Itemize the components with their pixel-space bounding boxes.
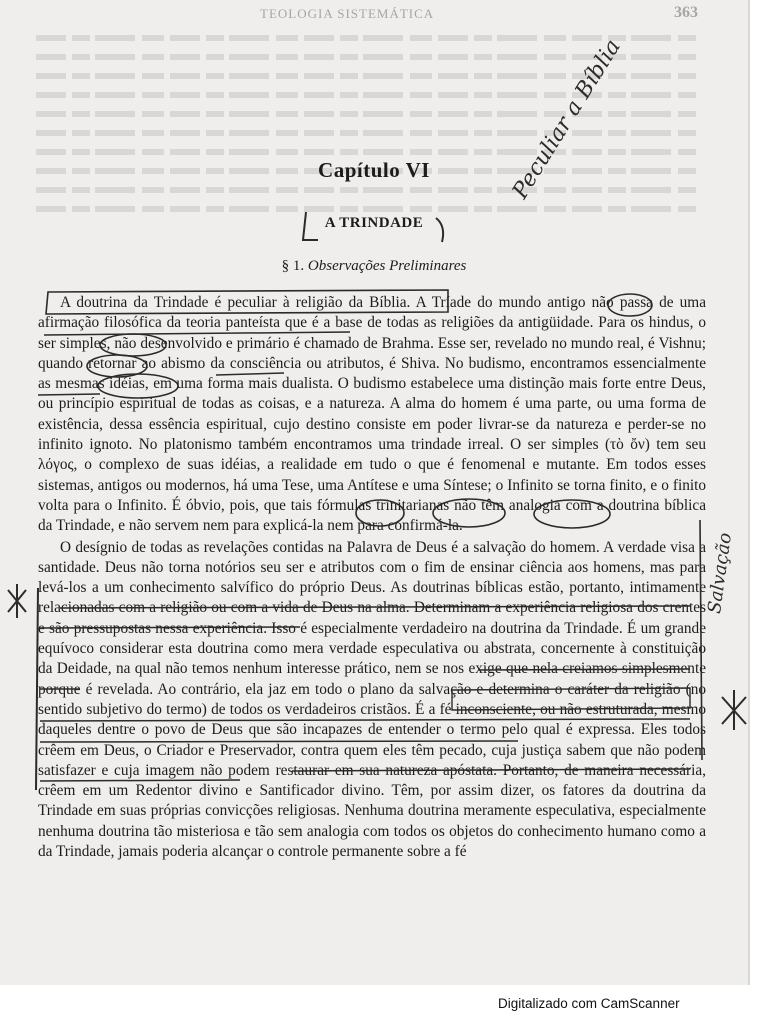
circle-antitese [433, 499, 505, 527]
paragraph-2: O desígnio de todas as revelações contidas na Palavra de Deus é a salvação do homem. A verdade visa a santidade. Deus não torna notórios seu ser e atributos com o fim de ensinar ciência aos homens, mas para levá-los a um conhecimento salvífico do próprio Deus. As doutrinas bíblicas estão, portanto, intimamente relacionadas com a religião ou com a vida de Deus na alma. Determinam a experiência religiosa dos crentes e são pressupostas nessa experiência. Isso é especialmente verdadeiro na doutrina da Trindade. É um grande equívoco considerar esta doutrina como mera verdade especulativa ou abstrata, concernente à constituição da Deidade, na qual não temos nenhum interesse prático, nem se nos exige que nela creiamos simplesmente porque é revelada. Ao contrário, ela jaz em todo o plano da salvação e determina o caráter da religião (no sentido subjetivo do termo) de todos os verdadeiros cristãos. É a fé inconsciente, ou não estruturada, mesmo daqueles dentre o povo de Deus que são incapazes de entender o termo pelo qual é expressa. Eles todos crêem em Deus, o Criador e Preservador, contra quem eles têm pecado, cuja justiça sabem que não podem satisfazer e cuja imagem não podem restaurar em sua natureza apóstata. Portanto, de maneira necessária, crêem em um Redentor divino e Santificador divino. Têm, por assim dizer, os fatores da doutrina da Trindade em suas próprias convicções religiosas. Nenhuma doutrina meramente especulativa, especialmente nenhuma doutrina tão misteriosa e tão sem analogia com todos os objetos do conhecimento humano como a da Trindade, jamais poderia alcançar o controle permanente sobre a fé [38, 538, 706, 861]
circle-tese [356, 500, 404, 526]
title-bracket-left [303, 212, 318, 240]
running-head-title: TEOLOGIA SISTEMÁTICA [260, 6, 435, 21]
equivoco-box [452, 688, 690, 710]
first-sentence-box [46, 290, 448, 314]
underlines [38, 332, 690, 781]
handwritten-note-top: Peculiar a Bíblia [508, 35, 626, 204]
scanner-watermark: Digitalizado com CamScanner [498, 996, 680, 1011]
title-bracket-right [436, 218, 443, 242]
handwritten-note-right: Salvação [704, 531, 737, 615]
circle-sintese [534, 500, 610, 528]
circle-hindus [100, 334, 166, 356]
chapter-title: A TRINDADE [324, 215, 424, 231]
margin-bracket-right [700, 520, 702, 760]
asterisk-right-icon [722, 690, 746, 730]
section-number: § 1. [281, 258, 305, 274]
paragraph-1: A doutrina da Trindade é peculiar à religião da Bíblia. A Tríade do mundo antigo não passa de uma afirmação filosófica da teoria panteísta que é a base de todas as religiões da antigüidade. Para os hindus, o ser simples, não desenvolvido e primário é chamado de Brahma. Esse ser, revelado no mundo real, é Vishnu; quando retornar ao abismo da consciência ou atributos, é Shiva. No budismo, encontramos essencialmente as mesmas idéias, em uma forma mais dualista. O budismo estabelece uma distinção mais forte entre Deus, ou princípio espiritual de todas as coisas, e a natureza. A alma do homem é uma parte, ou uma forma de existência, dessa essência espiritual, cujo destino consiste em poder livrar-se da natureza e perder-se no infinito ignoto. No platonismo também encontramos uma trindade irreal. O ser simples (τὸ ὄν) tem seu λόγος, o complexo de suas idéias, a realidade em tudo o que é fenomenal e mutante. Em todos esses sistemas, antigos ou modernos, há uma Tese, uma Antítese e uma Síntese; o Infinito se torna finito, e o finito volta para o Infinito. É óbvio, pois, que tais fórmulas trinitarianas não têm analogia com a doutrina bíblica da Trindade, e não servem nem para explicá-la nem para confirmá-la. [38, 294, 706, 535]
asterisk-left-icon [8, 584, 26, 618]
circle-budismo [98, 374, 178, 398]
page-number: 363 [674, 4, 698, 21]
section-title: Observações Preliminares [307, 258, 467, 274]
circle-nao [608, 294, 652, 316]
margin-bracket-left [36, 588, 38, 790]
chapter-heading: Capítulo VI [318, 158, 430, 182]
